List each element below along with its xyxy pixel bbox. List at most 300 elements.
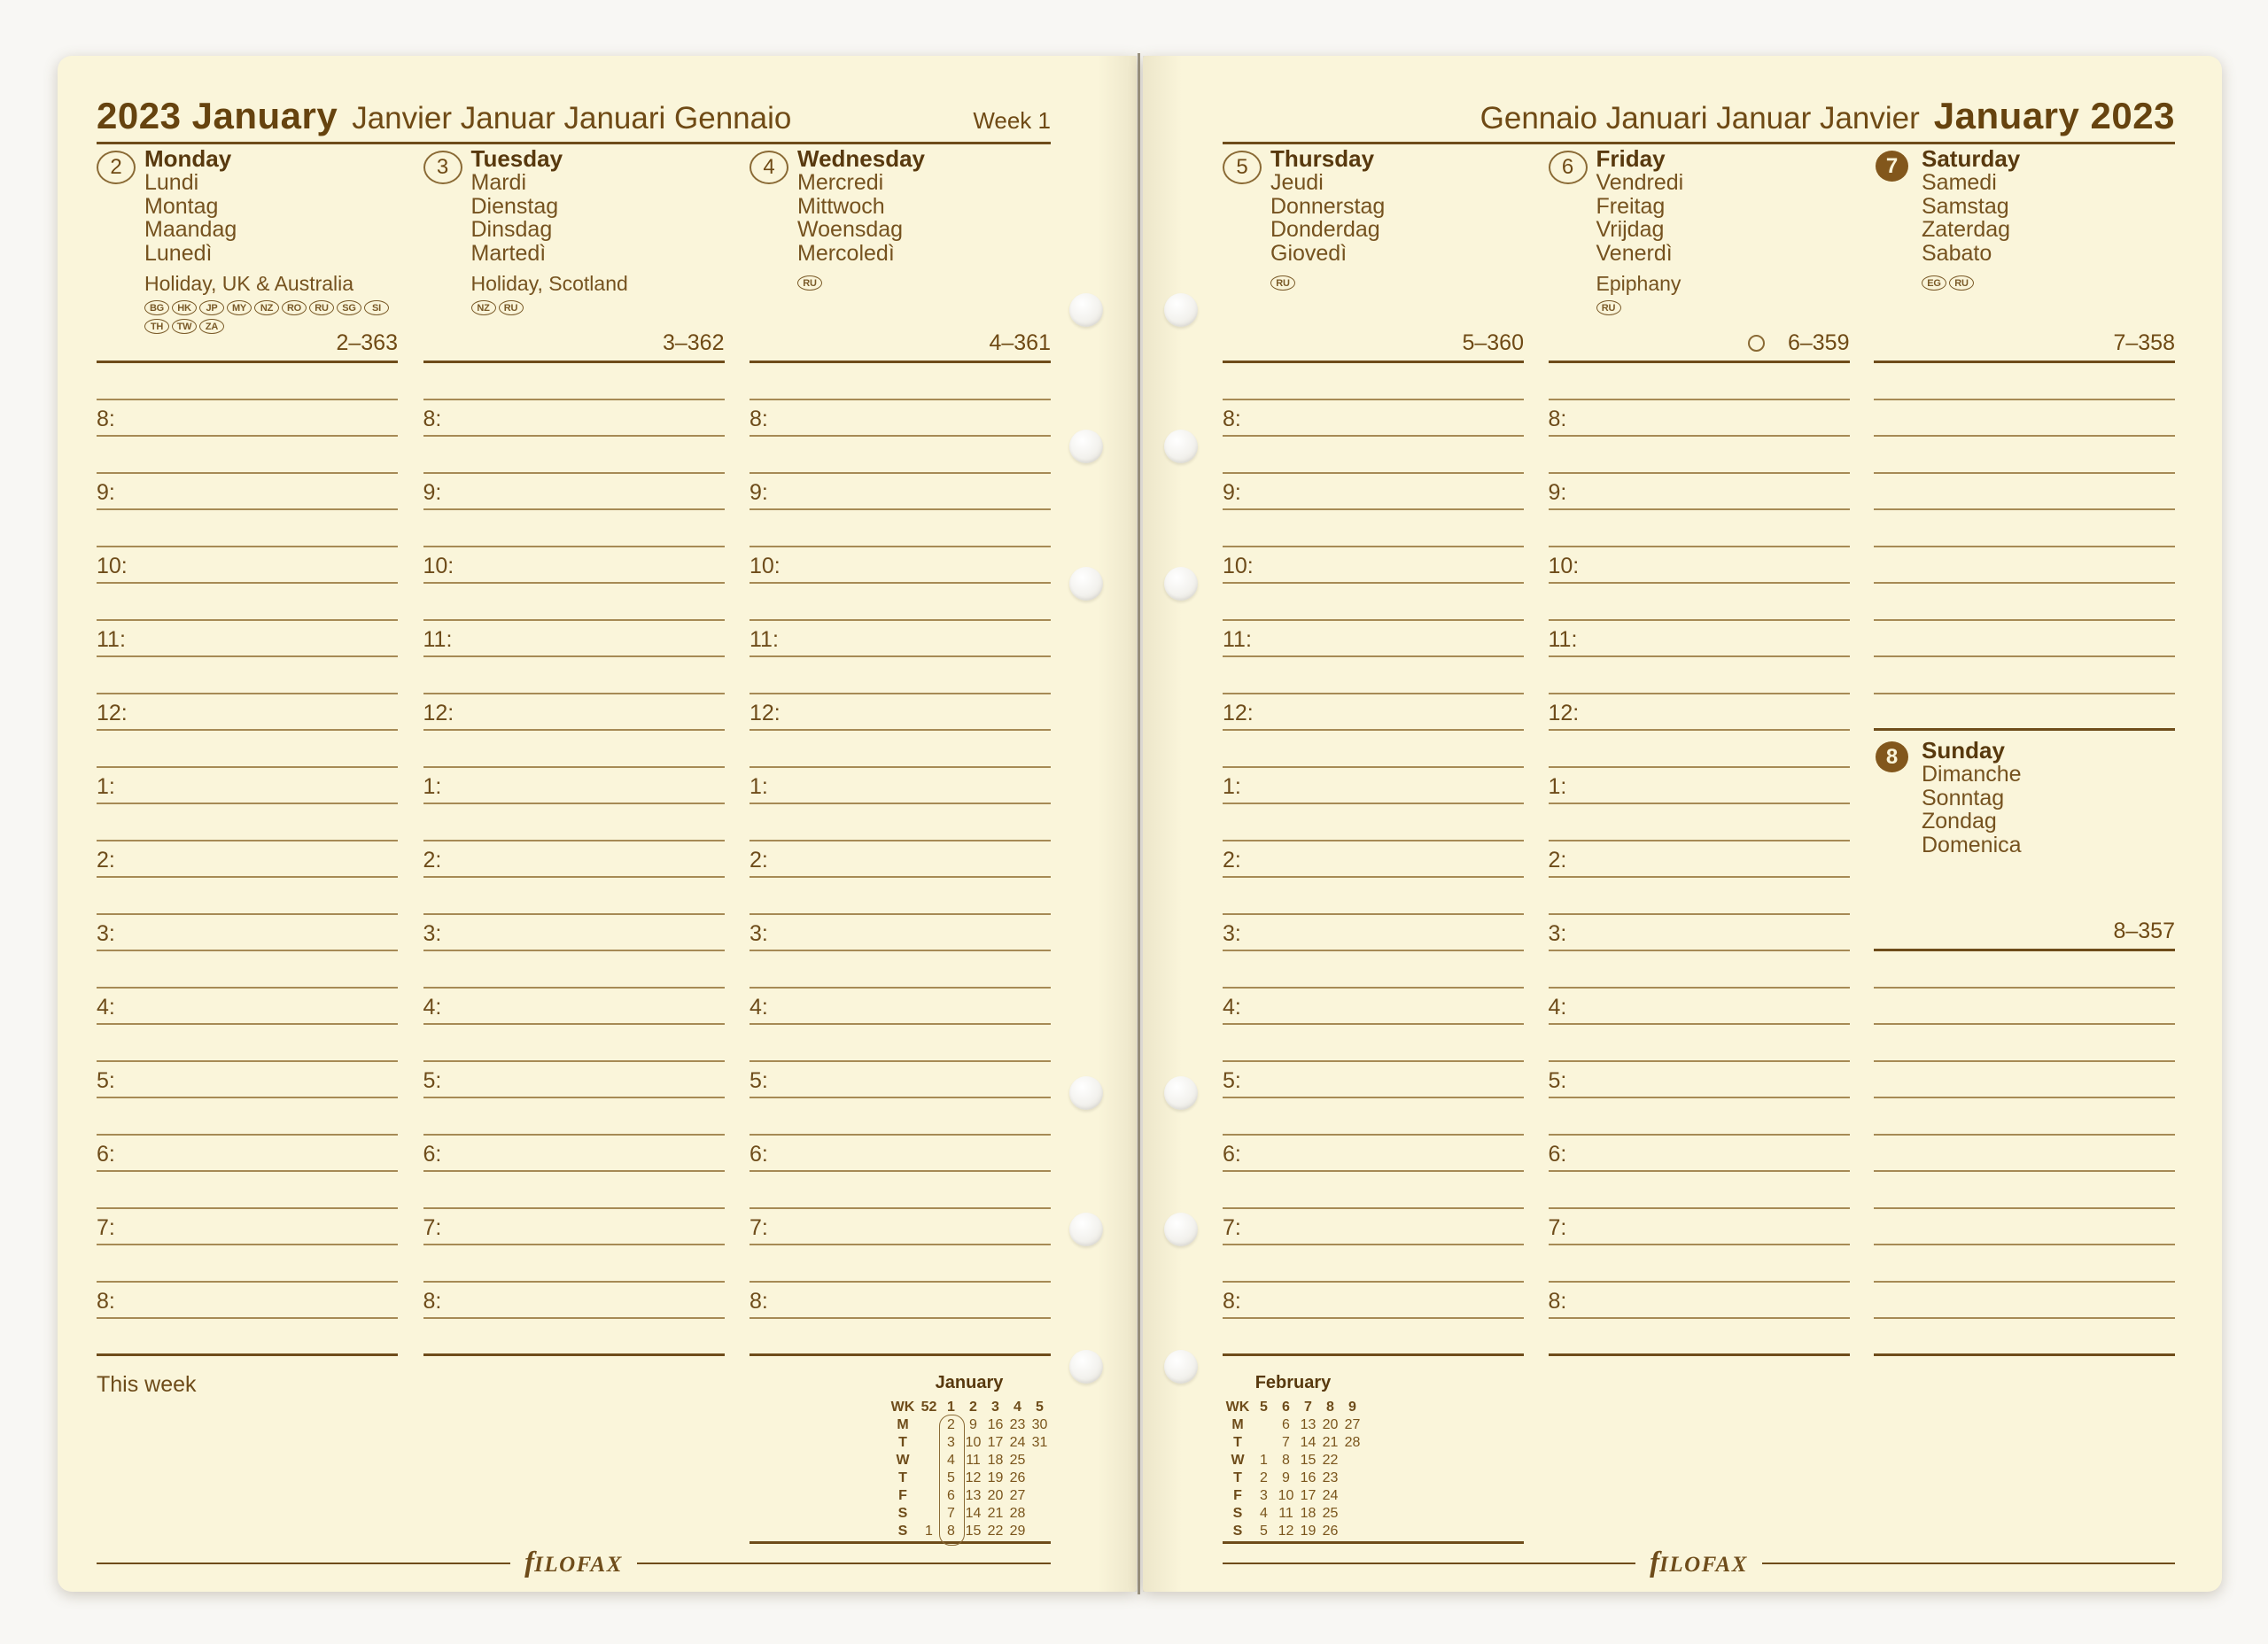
mini-cal-date: 12 — [965, 1470, 982, 1485]
half-hour-row — [1223, 731, 1524, 768]
half-hour-row — [97, 731, 398, 768]
hour-row — [423, 1136, 725, 1173]
this-week-label: This week — [97, 1371, 197, 1397]
day-column-friday — [1549, 144, 1850, 1544]
brand-rule-left — [1223, 1563, 1635, 1564]
mini-cal-week-header: 4 — [1014, 1399, 1021, 1415]
mini-cal-date: 28 — [1009, 1505, 1026, 1521]
day-of-year — [989, 330, 1051, 356]
mini-cal-week-header: 7 — [1304, 1399, 1312, 1415]
grid-end-row — [1223, 1319, 1524, 1356]
mini-cal-date: 10 — [1278, 1487, 1294, 1503]
mini-cal-date: 25 — [1322, 1505, 1339, 1521]
day-of-year — [336, 330, 398, 356]
day-name-translation: Dimanche — [1922, 762, 2022, 787]
time-label: 6: — [750, 1142, 768, 1167]
mini-cal-day-letter: S — [1232, 1523, 1243, 1539]
day-name-translation: Samedi — [1922, 170, 1997, 195]
time-label: 5: — [1548, 1068, 1567, 1093]
hole-punch — [1069, 1350, 1103, 1384]
time-label: 12: — [1548, 701, 1580, 725]
day-column-saturday — [1874, 144, 2175, 1544]
hour-row — [1223, 1136, 1524, 1173]
ruled-row — [1874, 474, 2175, 511]
mini-cal-date: 13 — [1300, 1416, 1317, 1432]
time-grid-friday — [1549, 363, 1850, 1356]
time-label: 8: — [1223, 1289, 1241, 1314]
half-hour-row — [97, 657, 398, 694]
mini-cal-date — [1029, 1487, 1051, 1505]
day-name-english: Wednesday — [797, 145, 926, 172]
day-name-english: Sunday — [1922, 737, 2005, 764]
hour-row — [97, 1209, 398, 1246]
time-label: 8: — [97, 407, 115, 431]
holiday-label: Epiphany — [1596, 272, 1682, 295]
time-label: 10: — [1223, 554, 1254, 578]
day-name-english: Friday — [1596, 145, 1666, 172]
mini-cal-date: 7 — [947, 1505, 955, 1521]
hour-row — [423, 841, 725, 879]
mini-cal-date: 13 — [965, 1487, 982, 1503]
mini-cal-date: 10 — [965, 1434, 982, 1450]
time-label: 3: — [750, 921, 768, 946]
time-label: 12: — [750, 701, 781, 725]
time-label: 3: — [1223, 921, 1241, 946]
time-label: 11: — [1223, 627, 1252, 652]
hour-row — [423, 1283, 725, 1320]
filofax-brand-row-left — [97, 1547, 1051, 1579]
half-hour-row — [423, 1172, 725, 1209]
day-name-translation: Donderdag — [1270, 217, 1380, 242]
country-badge-ru: RU — [797, 275, 822, 291]
day-name-translation: Sonntag — [1922, 785, 2005, 810]
half-hour-row — [750, 878, 1051, 915]
time-label: 8: — [750, 407, 768, 431]
mini-cal-day-letter: S — [1232, 1505, 1243, 1521]
mini-cal-week-header: 5 — [1260, 1399, 1268, 1415]
time-label: 5: — [97, 1068, 115, 1093]
mini-cal-date: 3 — [1260, 1487, 1268, 1503]
hour-row — [97, 1136, 398, 1173]
hour-row — [423, 915, 725, 952]
half-hour-row — [750, 951, 1051, 989]
day-name-english: Saturday — [1922, 145, 2021, 172]
logo-rest: ILOFAX — [1659, 1553, 1748, 1577]
mini-cal-date: 6 — [1282, 1416, 1290, 1432]
half-hour-row — [1223, 510, 1524, 547]
time-label: 3: — [423, 921, 442, 946]
time-label: 6: — [1223, 1142, 1241, 1167]
mini-cal-date: 24 — [1009, 1434, 1026, 1450]
hole-punch — [1069, 293, 1103, 327]
half-hour-row — [1549, 510, 1850, 547]
ruled-row — [1874, 1098, 2175, 1136]
mini-cal-week-header: 3 — [991, 1399, 999, 1415]
time-label: 10: — [423, 554, 454, 578]
hour-row — [750, 841, 1051, 879]
half-hour-row — [1549, 731, 1850, 768]
time-label: 12: — [1223, 701, 1254, 725]
mini-cal-date: 14 — [965, 1505, 982, 1521]
time-label: 11: — [97, 627, 126, 652]
day-column-wednesday — [750, 144, 1051, 1544]
mini-cal-date: 31 — [1031, 1434, 1048, 1450]
half-hour-row — [97, 878, 398, 915]
mini-cal-date: 21 — [1322, 1434, 1339, 1450]
mini-cal-date — [918, 1470, 940, 1487]
day-number-badge: 6 — [1549, 151, 1588, 184]
time-label: 4: — [750, 995, 768, 1020]
hole-punch — [1069, 430, 1103, 463]
country-badge-nz: NZ — [254, 300, 279, 315]
day-header-friday — [1549, 144, 1850, 363]
day-name-translation: Samstag — [1922, 193, 2009, 219]
hour-row — [423, 989, 725, 1026]
day-of-year-value: 7–358 — [2113, 330, 2175, 355]
ruled-row — [1874, 1025, 2175, 1062]
ruled-row — [1874, 1209, 2175, 1246]
hour-row — [423, 474, 725, 511]
country-badge-ru: RU — [1270, 275, 1295, 291]
mini-cal-day-letter: M — [1231, 1416, 1244, 1432]
country-badges — [1922, 275, 2177, 291]
country-badge-za: ZA — [199, 319, 224, 334]
mini-cal-date: 22 — [987, 1523, 1004, 1539]
time-grid-monday — [97, 363, 398, 1356]
time-label: 10: — [750, 554, 781, 578]
hour-row — [1549, 1283, 1850, 1320]
hour-row — [423, 1209, 725, 1246]
half-hour-row — [423, 878, 725, 915]
hour-row — [1549, 621, 1850, 658]
holiday-label: Holiday, UK & Australia — [144, 272, 354, 295]
mini-cal-date: 4 — [947, 1452, 955, 1468]
country-badge-eg: EG — [1922, 275, 1946, 291]
mini-cal-date: 17 — [1300, 1487, 1317, 1503]
hour-row — [750, 1062, 1051, 1099]
column-footer-wednesday — [750, 1356, 1051, 1544]
page-spine-divider — [1138, 53, 1140, 1594]
hour-row — [423, 547, 725, 585]
mini-cal-day-letter: W — [1231, 1452, 1245, 1468]
time-label: 9: — [1548, 480, 1567, 505]
day-of-year-value: 6–359 — [1787, 330, 1850, 355]
mini-cal-day-letter: S — [897, 1505, 908, 1521]
grid-end-row — [750, 1319, 1051, 1356]
mini-cal-date: 19 — [987, 1470, 1004, 1485]
half-hour-row — [423, 1098, 725, 1136]
mini-cal-date: 16 — [987, 1416, 1004, 1432]
mini-cal-date — [1341, 1505, 1363, 1523]
country-badge-si: SI — [364, 300, 389, 315]
time-label: 7: — [1223, 1215, 1241, 1240]
day-names — [1596, 144, 1850, 265]
time-label: 12: — [423, 701, 454, 725]
half-hour-row — [97, 951, 398, 989]
day-name-translation: Mercredi — [797, 170, 884, 195]
half-hour-row — [1223, 363, 1524, 400]
half-hour-row — [423, 1025, 725, 1062]
mini-cal-date: 23 — [1322, 1470, 1339, 1485]
day-names — [1922, 731, 2175, 857]
mini-cal-date — [1341, 1452, 1363, 1470]
day-header-sunday — [1874, 731, 2175, 951]
time-label: 4: — [1223, 995, 1241, 1020]
day-name-translation: Venerdì — [1596, 240, 1673, 266]
day-name-translation: Giovedì — [1270, 240, 1348, 266]
half-hour-row — [1223, 584, 1524, 621]
hour-row — [1223, 841, 1524, 879]
logo-initial: f — [524, 1547, 535, 1578]
mini-cal-date — [918, 1434, 940, 1452]
mini-cal-date: 22 — [1322, 1452, 1339, 1468]
day-header-monday — [97, 144, 398, 363]
ruled-row — [1874, 1062, 2175, 1099]
mini-cal-date: 21 — [987, 1505, 1004, 1521]
time-label: 1: — [423, 774, 442, 799]
half-hour-row — [97, 1245, 398, 1283]
mini-cal-date: 4 — [1260, 1505, 1268, 1521]
time-label: 5: — [750, 1068, 768, 1093]
day-name-translation: Lundi — [144, 170, 199, 195]
hour-row — [423, 1062, 725, 1099]
hour-row — [1223, 1283, 1524, 1320]
time-label: 11: — [423, 627, 453, 652]
mini-cal-day-letter: T — [1233, 1434, 1242, 1450]
mini-cal-date — [1341, 1470, 1363, 1487]
day-name-translation: Vrijdag — [1596, 217, 1665, 242]
day-number-badge: 8 — [1876, 741, 1908, 772]
time-label: 7: — [97, 1215, 115, 1240]
half-hour-row — [1549, 878, 1850, 915]
grid-end-row — [423, 1319, 725, 1356]
ruled-row — [1874, 584, 2175, 621]
mini-cal-date: 5 — [947, 1470, 955, 1485]
time-grid-saturday — [1874, 363, 2175, 1356]
ruled-row — [1874, 694, 2175, 732]
ruled-row — [1874, 363, 2175, 400]
time-label: 1: — [750, 774, 768, 799]
mini-cal-day-letter: T — [898, 1434, 907, 1450]
time-label: 8: — [1548, 1289, 1567, 1314]
half-hour-row — [1223, 951, 1524, 989]
hour-row — [97, 621, 398, 658]
time-grid-tuesday — [423, 363, 725, 1356]
day-name-translation: Woensdag — [797, 217, 904, 242]
time-label: 6: — [423, 1142, 442, 1167]
half-hour-row — [1549, 1025, 1850, 1062]
half-hour-row — [1549, 437, 1850, 474]
day-name-translation: Zondag — [1922, 809, 1997, 834]
mini-cal-title: February — [1254, 1372, 1332, 1392]
mini-cal-date: 6 — [947, 1487, 955, 1503]
hour-row — [97, 547, 398, 585]
half-hour-row — [423, 804, 725, 841]
half-hour-row — [1549, 1245, 1850, 1283]
day-name-english: Tuesday — [470, 145, 563, 172]
time-label: 3: — [97, 921, 115, 946]
time-label: 4: — [1548, 995, 1567, 1020]
mini-cal-day-letter: S — [897, 1523, 908, 1539]
right-page-header — [1223, 56, 2175, 144]
hour-row — [1549, 989, 1850, 1026]
hour-row — [1549, 841, 1850, 879]
day-name-translation: Maandag — [144, 217, 237, 242]
left-page-header — [97, 56, 1051, 144]
hour-row — [750, 915, 1051, 952]
half-hour-row — [750, 1025, 1051, 1062]
column-footer-thursday — [1223, 1356, 1524, 1544]
hour-row — [1223, 474, 1524, 511]
mini-cal-date: 12 — [1278, 1523, 1294, 1539]
mini-cal-date: 18 — [1300, 1505, 1317, 1521]
time-label: 8: — [1223, 407, 1241, 431]
hour-row — [1549, 768, 1850, 805]
day-header-saturday — [1874, 144, 2175, 363]
mini-cal-day-letter: M — [897, 1416, 909, 1432]
time-label: 2: — [750, 848, 768, 872]
half-hour-row — [750, 731, 1051, 768]
filofax-logo — [1650, 1547, 1748, 1579]
time-label: 7: — [1548, 1215, 1567, 1240]
day-of-year — [1748, 330, 1850, 356]
hour-row — [97, 474, 398, 511]
mini-cal-date: 15 — [965, 1523, 982, 1539]
day-names — [1922, 144, 2175, 265]
country-badge-th: TH — [144, 319, 169, 334]
mini-cal-date: 2 — [947, 1416, 955, 1432]
hole-punch — [1164, 430, 1198, 463]
day-of-year — [2113, 919, 2175, 944]
day-names — [1270, 144, 1524, 265]
hour-row — [1549, 400, 1850, 438]
time-label: 1: — [97, 774, 115, 799]
hour-row — [750, 1136, 1051, 1173]
half-hour-row — [750, 510, 1051, 547]
country-badge-bg: BG — [144, 300, 169, 315]
half-hour-row — [1549, 951, 1850, 989]
day-names — [144, 144, 398, 265]
country-badges — [144, 300, 400, 334]
ruled-row — [1874, 1136, 2175, 1173]
country-badges — [1270, 275, 1526, 291]
day-of-year-value: 5–360 — [1462, 330, 1524, 355]
hole-punch — [1069, 1076, 1103, 1110]
time-grid-wednesday — [750, 363, 1051, 1356]
mini-cal-date: 11 — [1278, 1505, 1293, 1521]
full-moon-icon — [1748, 335, 1765, 352]
ruled-row — [1874, 510, 2175, 547]
day-name-translation: Jeudi — [1270, 170, 1324, 195]
hour-row — [1223, 768, 1524, 805]
hole-punch — [1069, 1213, 1103, 1246]
mini-cal-date: 2 — [1260, 1470, 1268, 1485]
time-label: 8: — [423, 1289, 442, 1314]
current-week-highlight-ellipse — [939, 1415, 965, 1546]
mini-cal-date: 9 — [1282, 1470, 1290, 1485]
half-hour-row — [97, 804, 398, 841]
half-hour-row — [750, 1098, 1051, 1136]
mini-cal-date — [1253, 1416, 1275, 1434]
left-page-columns — [97, 144, 1051, 1544]
half-hour-row — [423, 951, 725, 989]
mini-cal-day-letter: F — [1233, 1487, 1242, 1503]
day-name-english: Thursday — [1270, 145, 1375, 172]
holiday-label: Holiday, Scotland — [470, 272, 628, 295]
time-label: 10: — [97, 554, 128, 578]
hole-punch — [1164, 567, 1198, 601]
left-page — [58, 56, 1137, 1592]
mini-cal-date: 23 — [1009, 1416, 1026, 1432]
half-hour-row — [750, 1172, 1051, 1209]
mini-cal-date: 19 — [1300, 1523, 1317, 1539]
hour-row — [97, 768, 398, 805]
hour-row — [750, 1209, 1051, 1246]
day-number-badge: 2 — [97, 151, 136, 184]
half-hour-row — [1549, 584, 1850, 621]
day-name-translation: Dienstag — [470, 193, 559, 219]
time-label: 9: — [97, 480, 115, 505]
half-hour-row — [1549, 804, 1850, 841]
mini-cal-date: 11 — [966, 1452, 981, 1468]
mini-calendar-february — [1223, 1369, 1363, 1540]
mini-cal-date: 1 — [1260, 1452, 1268, 1468]
hour-row — [750, 989, 1051, 1026]
time-label: 8: — [1548, 407, 1567, 431]
mini-cal-date: 27 — [1344, 1416, 1361, 1432]
hour-row — [750, 547, 1051, 585]
day-of-year-value: 3–362 — [662, 330, 725, 355]
country-badge-jp: JP — [199, 300, 224, 315]
half-hour-row — [423, 657, 725, 694]
mini-cal-day-letter: F — [898, 1487, 907, 1503]
mini-calendar-january — [888, 1369, 1051, 1540]
ruled-row — [1874, 657, 2175, 694]
day-of-year — [1462, 330, 1524, 356]
mini-cal-week-header: 5 — [1036, 1399, 1044, 1415]
time-label: 9: — [423, 480, 442, 505]
page-title-translations: Janvier Januar Januari Gennaio — [352, 101, 792, 136]
half-hour-row — [1549, 363, 1850, 400]
half-hour-row — [423, 363, 725, 400]
country-badge-hk: HK — [172, 300, 197, 315]
time-grid-thursday — [1223, 363, 1524, 1356]
page-title-month-year: 2023 January — [97, 95, 338, 136]
time-label: 2: — [1223, 848, 1241, 872]
mini-cal-week-header: 6 — [1282, 1399, 1290, 1415]
mini-cal-date: 5 — [1260, 1523, 1268, 1539]
country-badge-nz: NZ — [471, 300, 496, 315]
time-label: 3: — [1548, 921, 1567, 946]
day-name-translation: Mittwoch — [797, 193, 885, 219]
page-title-translations: Gennaio Januari Januar Janvier — [1480, 101, 1920, 136]
page-title-month-year: January 2023 — [1933, 95, 2175, 136]
hour-row — [1223, 547, 1524, 585]
hour-row — [1223, 1062, 1524, 1099]
time-label: 9: — [1223, 480, 1241, 505]
ruled-row — [1874, 1245, 2175, 1283]
mini-cal-date — [1029, 1470, 1051, 1487]
time-label: 11: — [1548, 627, 1578, 652]
mini-cal-date: 7 — [1282, 1434, 1290, 1450]
time-label: 8: — [423, 407, 442, 431]
day-column-monday — [97, 144, 398, 1544]
day-number-badge: 5 — [1223, 151, 1262, 184]
day-name-translation: Mercoledì — [797, 240, 895, 266]
half-hour-row — [750, 437, 1051, 474]
brand-rule-right — [637, 1563, 1051, 1564]
day-name-translation: Freitag — [1596, 193, 1666, 219]
